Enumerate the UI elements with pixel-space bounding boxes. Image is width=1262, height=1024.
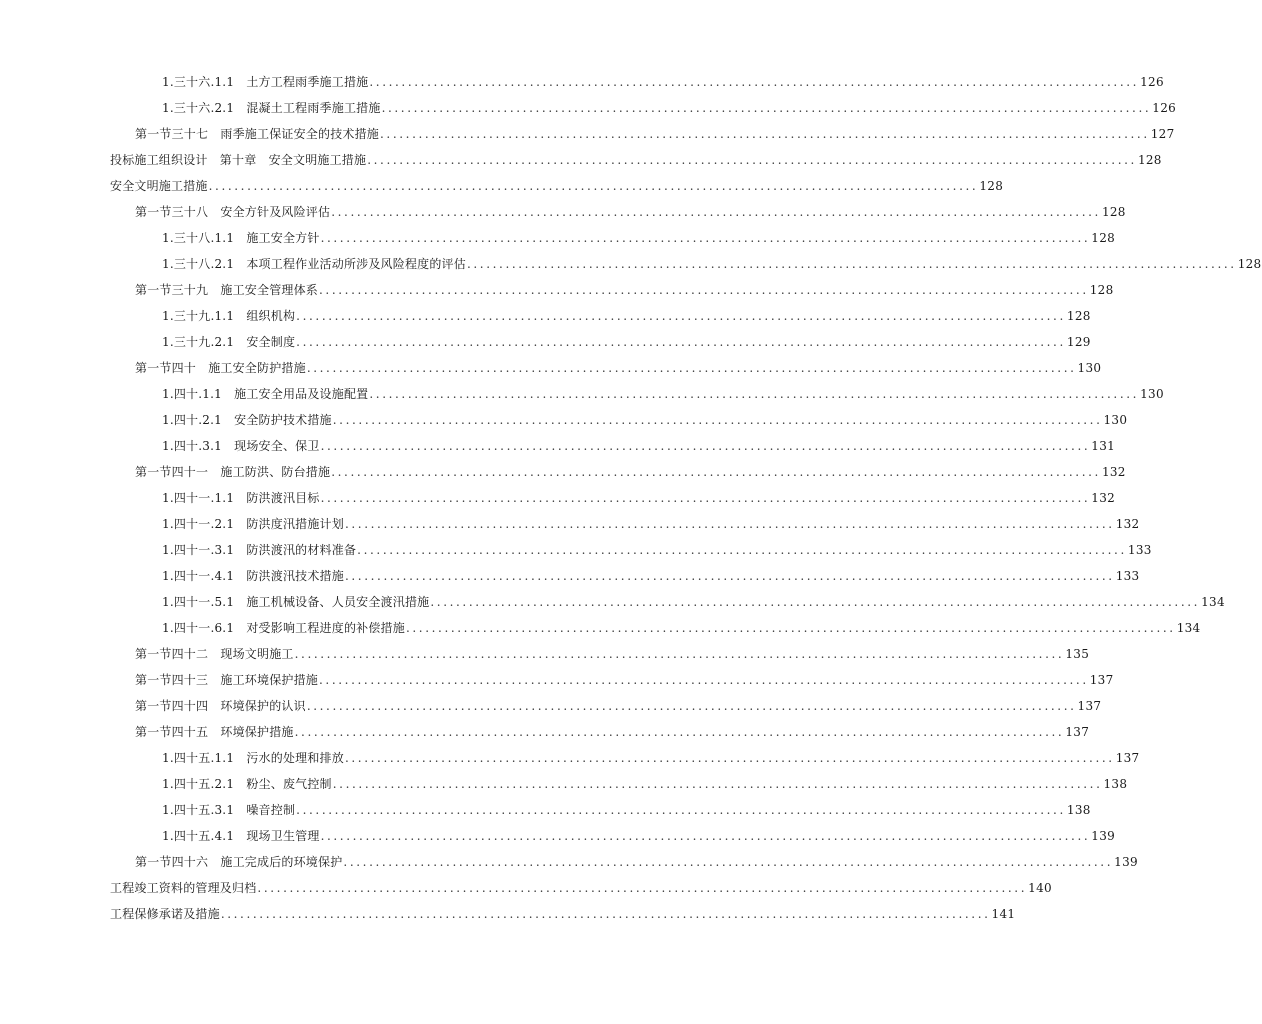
toc-entry [135, 720, 1090, 740]
toc-entry-title: 第一节四十五 环境保护措施 [135, 725, 294, 739]
toc-entry-page: 128 [979, 179, 1004, 193]
toc-entry [162, 798, 1091, 818]
toc-entry-page: 134 [1176, 621, 1201, 635]
toc-entry-page: 132 [1101, 465, 1126, 479]
toc-entry-title: 1.三十六.2.1 混凝土工程雨季施工措施 [162, 101, 381, 115]
toc-entry-title: 1.四十一.2.1 防洪度汛措施计划 [162, 517, 344, 531]
toc-entry-title: 1.三十八.2.1 本项工程作业活动所涉及风险程度的评估 [162, 257, 466, 271]
toc-entry-title: 工程保修承诺及措施 [110, 907, 220, 921]
toc-entry-page: 128 [1089, 283, 1114, 297]
toc-dot-leader: ........................................................................................................................ [343, 855, 1114, 869]
toc-entry [135, 642, 1090, 662]
toc-dot-leader: ........................................................................................................................ [332, 413, 1103, 427]
toc-entry [162, 486, 1116, 506]
toc-dot-leader: ........................................................................................................................ [331, 205, 1101, 219]
toc-dot-leader: ........................................................................................................................ [257, 881, 1028, 895]
toc-entry-title: 第一节三十九 施工安全管理体系 [135, 283, 319, 297]
toc-entry-title: 1.四十一.5.1 施工机械设备、人员安全渡汛措施 [162, 595, 430, 609]
toc-entry [162, 304, 1091, 324]
toc-entry-page: 134 [1201, 595, 1225, 609]
toc-entry-title: 1.三十九.1.1 组织机构 [162, 309, 296, 323]
toc-dot-leader: ........................................................................................................................ [367, 153, 1137, 167]
toc-entry [162, 408, 1128, 428]
toc-dot-leader: ........................................................................................................................ [294, 725, 1065, 739]
toc-entry-page: 132 [1091, 491, 1116, 505]
toc-dot-leader: ........................................................................................................................ [296, 309, 1066, 323]
toc-entry [162, 252, 1262, 272]
toc-entry [162, 226, 1116, 246]
toc-entry-page: 127 [1150, 127, 1175, 141]
toc-dot-leader: ........................................................................................................................ [306, 361, 1077, 375]
toc-entry-title: 第一节四十六 施工完成后的环境保护 [135, 855, 343, 869]
toc-entry-page: 137 [1115, 751, 1140, 765]
toc-entry-page: 126 [1152, 101, 1177, 115]
toc-entry-page: 126 [1140, 75, 1164, 89]
toc-dot-leader: ........................................................................................................................ [344, 517, 1115, 531]
toc-dot-leader: ........................................................................................................................ [344, 569, 1115, 583]
toc-entry-page: 128 [1091, 231, 1116, 245]
toc-entry [162, 590, 1225, 610]
toc-entry [162, 330, 1091, 350]
toc-entry-title: 1.四十.1.1 施工安全用品及设施配置 [162, 387, 369, 401]
toc-entry-page: 138 [1066, 803, 1091, 817]
toc-dot-leader: ........................................................................................................................ [344, 751, 1115, 765]
toc-entry [162, 772, 1128, 792]
toc-entry [135, 668, 1114, 688]
toc-entry-page: 139 [1114, 855, 1138, 869]
toc-dot-leader: ........................................................................................................................ [380, 127, 1150, 141]
toc-entry-title: 1.四十.3.1 现场安全、保卫 [162, 439, 320, 453]
toc-entry-title: 第一节四十四 环境保护的认识 [135, 699, 306, 713]
toc-entry-title: 1.四十五.4.1 现场卫生管理 [162, 829, 320, 843]
toc-entry-title: 第一节四十 施工安全防护措施 [135, 361, 306, 375]
toc-entry-title: 第一节四十三 施工环境保护措施 [135, 673, 319, 687]
toc-entry-page: 130 [1077, 361, 1102, 375]
toc-entry-page: 128 [1137, 153, 1162, 167]
toc-entry-page: 128 [1237, 257, 1262, 271]
toc-entry-title: 1.四十一.1.1 防洪渡汛目标 [162, 491, 320, 505]
toc-entry [162, 382, 1164, 402]
toc-entry-title: 1.三十九.2.1 安全制度 [162, 335, 296, 349]
toc-dot-leader: ........................................................................................................................ [320, 829, 1091, 843]
toc-dot-leader: ........................................................................................................................ [208, 179, 979, 193]
toc-entry-page: 141 [991, 907, 1016, 921]
toc-dot-leader: ........................................................................................................................ [430, 595, 1201, 609]
toc-entry-title: 1.四十五.1.1 污水的处理和排放 [162, 751, 344, 765]
toc-entry-page: 129 [1066, 335, 1091, 349]
toc-dot-leader: ........................................................................................................................ [369, 387, 1140, 401]
toc-entry [162, 96, 1177, 116]
toc-entry [162, 564, 1140, 584]
toc-dot-leader: ........................................................................................................................ [296, 335, 1066, 349]
toc-dot-leader: ........................................................................................................................ [381, 101, 1152, 115]
toc-dot-leader: ........................................................................................................................ [357, 543, 1127, 557]
toc-entry [162, 70, 1164, 90]
toc-entry-page: 138 [1103, 777, 1128, 791]
toc-entry-page: 135 [1065, 647, 1090, 661]
toc-dot-leader: ........................................................................................................................ [319, 673, 1089, 687]
toc-entry-title: 1.四十五.2.1 粉尘、废气控制 [162, 777, 332, 791]
toc-entry [162, 434, 1116, 454]
toc-dot-leader: ........................................................................................................................ [320, 491, 1091, 505]
toc-entry-page: 139 [1091, 829, 1116, 843]
toc-entry [135, 850, 1138, 870]
toc-entry [110, 148, 1162, 168]
toc-dot-leader: ........................................................................................................................ [220, 907, 991, 921]
toc-entry-title: 1.四十一.3.1 防洪渡汛的材料准备 [162, 543, 357, 557]
toc-entry-page: 137 [1077, 699, 1102, 713]
toc-dot-leader: ........................................................................................................................ [405, 621, 1176, 635]
toc-entry [162, 746, 1140, 766]
toc-entry [135, 278, 1114, 298]
toc-entry-title: 1.四十五.3.1 噪音控制 [162, 803, 296, 817]
toc-entry-title: 第一节三十七 雨季施工保证安全的技术措施 [135, 127, 380, 141]
toc-entry-title: 1.四十一.4.1 防洪渡汛技术措施 [162, 569, 344, 583]
toc-entry-title: 第一节四十一 施工防洪、防台措施 [135, 465, 331, 479]
toc-entry-page: 128 [1066, 309, 1091, 323]
toc-entry-title: 1.四十一.6.1 对受影响工程进度的补偿措施 [162, 621, 405, 635]
toc-entry-page: 128 [1101, 205, 1126, 219]
toc-entry-title: 1.四十.2.1 安全防护技术措施 [162, 413, 332, 427]
toc-entry-page: 130 [1103, 413, 1128, 427]
toc-entry-page: 130 [1140, 387, 1164, 401]
toc-entry-title: 1.三十六.1.1 土方工程雨季施工措施 [162, 75, 369, 89]
toc-entry [135, 356, 1102, 376]
toc-entry-page: 140 [1028, 881, 1052, 895]
toc-entry [110, 876, 1052, 896]
toc-dot-leader: ........................................................................................................................ [466, 257, 1237, 271]
toc-entry [110, 902, 1016, 922]
toc-dot-leader: ........................................................................................................................ [306, 699, 1077, 713]
toc-entry-page: 133 [1115, 569, 1140, 583]
toc-dot-leader: ........................................................................................................................ [294, 647, 1065, 661]
toc-entry [135, 122, 1175, 142]
toc-entry [135, 694, 1102, 714]
toc-dot-leader: ........................................................................................................................ [369, 75, 1140, 89]
toc-entry [162, 824, 1116, 844]
toc-dot-leader: ........................................................................................................................ [319, 283, 1089, 297]
toc-entry-page: 133 [1127, 543, 1152, 557]
toc-dot-leader: ........................................................................................................................ [320, 231, 1091, 245]
toc-entry-page: 137 [1089, 673, 1114, 687]
toc-entry-title: 安全文明施工措施 [110, 179, 208, 193]
toc-entry [135, 460, 1126, 480]
toc-entry [110, 174, 1004, 194]
toc-entry-title: 1.三十八.1.1 施工安全方针 [162, 231, 320, 245]
toc-entry [162, 512, 1140, 532]
toc-entry-title: 第一节三十八 安全方针及风险评估 [135, 205, 331, 219]
toc-entry [162, 616, 1201, 636]
toc-dot-leader: ........................................................................................................................ [320, 439, 1091, 453]
toc-entry [162, 538, 1152, 558]
toc-dot-leader: ........................................................................................................................ [296, 803, 1066, 817]
toc-entry-title: 投标施工组织设计 第十章 安全文明施工措施 [110, 153, 367, 167]
toc-entry-title: 第一节四十二 现场文明施工 [135, 647, 294, 661]
toc-entry-title: 工程竣工资料的管理及归档 [110, 881, 257, 895]
toc-entry-page: 131 [1091, 439, 1116, 453]
toc-entry-page: 137 [1065, 725, 1090, 739]
toc-dot-leader: ........................................................................................................................ [332, 777, 1103, 791]
toc-dot-leader: ........................................................................................................................ [331, 465, 1101, 479]
toc-entry-page: 132 [1115, 517, 1140, 531]
toc-entry [135, 200, 1126, 220]
